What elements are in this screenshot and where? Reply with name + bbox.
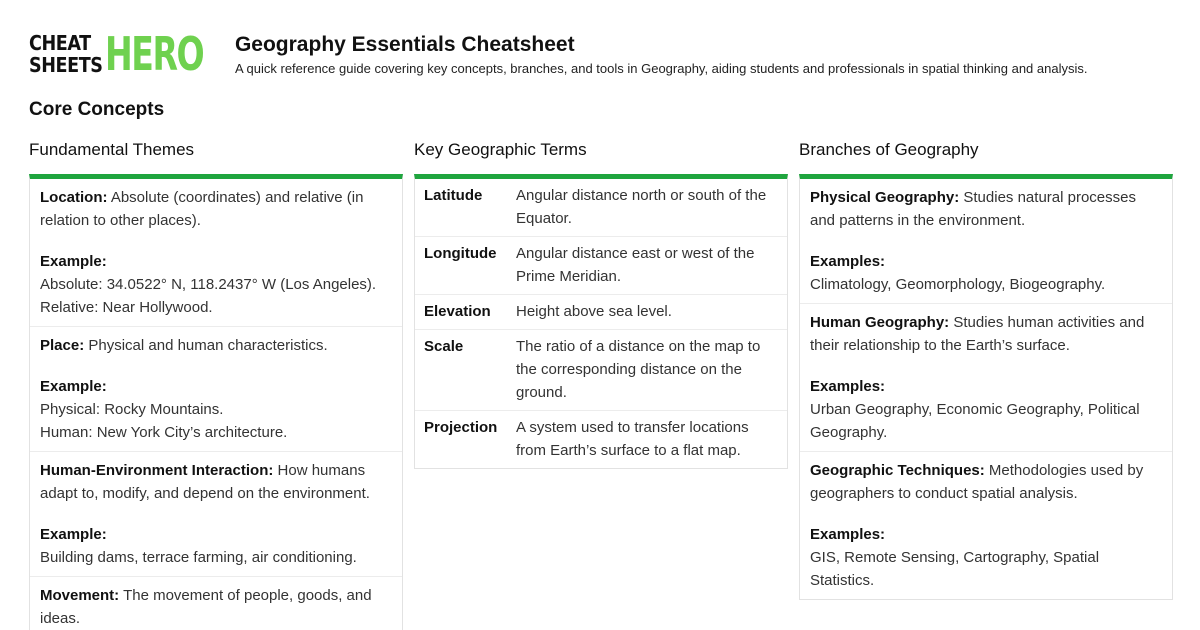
definition-cell: Angular distance east or west of the Prime Meridian. (507, 237, 787, 295)
branch-desc: Studies natural processes and patterns in the environment. (810, 189, 1136, 229)
examples-text: Urban Geography, Economic Geography, Political Geography. (810, 401, 1140, 441)
page-header (29, 27, 1088, 81)
branch-desc: Methodologies used by geographers to conduct spatial analysis. (810, 462, 1144, 502)
column-title: Fundamental Themes (29, 140, 195, 159)
title-block (235, 32, 1088, 77)
cheatsheets-hero-logo[interactable] (29, 27, 217, 81)
logo-text (29, 32, 102, 76)
theme-item-place (30, 327, 402, 452)
examples-label: Examples: (810, 526, 886, 543)
branch-item-physical (800, 179, 1172, 304)
key-terms-column (414, 138, 788, 469)
theme-item-human-environment (30, 452, 402, 577)
definition-cell: A system used to transfer locations from Earth’s surface to a flat map. (516, 419, 749, 459)
branch-term: Geographic Techniques: (810, 462, 985, 479)
term-cell: Elevation (415, 295, 507, 330)
branch-item-techniques (800, 452, 1172, 599)
themes-card (29, 174, 403, 630)
theme-term: Location: (40, 189, 108, 206)
table-row (415, 179, 787, 237)
theme-term: Movement: (40, 587, 120, 604)
example-line: Physical: Rocky Mountains. (40, 401, 224, 418)
example-label: Example: (40, 378, 107, 395)
branches-card (799, 174, 1173, 600)
column-title: Key Geographic Terms (414, 140, 587, 159)
term-cell: Scale (415, 330, 507, 411)
theme-term: Place: (40, 337, 85, 354)
examples-text: GIS, Remote Sensing, Cartography, Spatial Statistics. (810, 549, 1100, 589)
examples-label: Examples: (810, 253, 886, 270)
theme-desc: How humans adapt to, modify, and depend on the environment. (40, 462, 370, 502)
terms-table (415, 179, 787, 468)
definition-cell: The ratio of a distance on the map to the corresponding distance on the ground. (507, 330, 787, 411)
column-title: Branches of Geography (799, 140, 979, 159)
definition-cell: Height above sea level. (507, 295, 787, 330)
term-cell: Latitude (415, 179, 507, 237)
branches-column (799, 138, 1173, 600)
table-row (415, 237, 787, 295)
theme-desc: Absolute (coordinates) and relative (in relation to other places). (40, 189, 364, 229)
definition-cell: Angular distance north or south of the Equator. (507, 179, 787, 237)
terms-card (414, 174, 788, 469)
theme-item-movement (30, 577, 402, 630)
example-line: Human: New York City’s architecture. (40, 424, 288, 441)
branch-term: Physical Geography: (810, 189, 960, 206)
example-line: Absolute: 34.0522° N, 118.2437° W (Los Angeles). (40, 276, 377, 293)
example-line: Relative: Near Hollywood. (40, 299, 213, 316)
section-title: Core Concepts (29, 99, 165, 120)
example-label: Example: (40, 526, 107, 543)
logo-line-2: SHEETS (29, 53, 103, 77)
page-subtitle: A quick reference guide covering key concepts, branches, and tools in Geography, aiding students and professionals in spatial thinking and analysis. (234, 61, 1088, 76)
branch-desc: Studies human activities and their relationship to the Earth’s surface. (810, 314, 1145, 354)
theme-desc: Physical and human characteristics. (84, 337, 328, 354)
theme-term: Human-Environment Interaction: (40, 462, 274, 479)
examples-label: Examples: (810, 378, 886, 395)
branch-item-human (800, 304, 1172, 452)
page-title: Geography Essentials Cheatsheet (234, 33, 575, 56)
branch-term: Human Geography: (810, 314, 950, 331)
term-cell: Longitude (415, 237, 507, 295)
logo-line-1: CHEAT (29, 31, 91, 55)
fundamental-themes-column (29, 138, 403, 630)
table-row (415, 295, 787, 330)
theme-item-location (30, 179, 402, 327)
logo-hero: HERO (104, 27, 203, 81)
theme-desc: The movement of people, goods, and ideas. (40, 587, 372, 627)
table-row (415, 330, 787, 411)
example-line: Building dams, terrace farming, air conditioning. (40, 549, 357, 566)
table-row (415, 411, 787, 469)
examples-text: Climatology, Geomorphology, Biogeography. (810, 276, 1106, 293)
example-label: Example: (40, 253, 107, 270)
term-cell: Projection (424, 419, 498, 436)
